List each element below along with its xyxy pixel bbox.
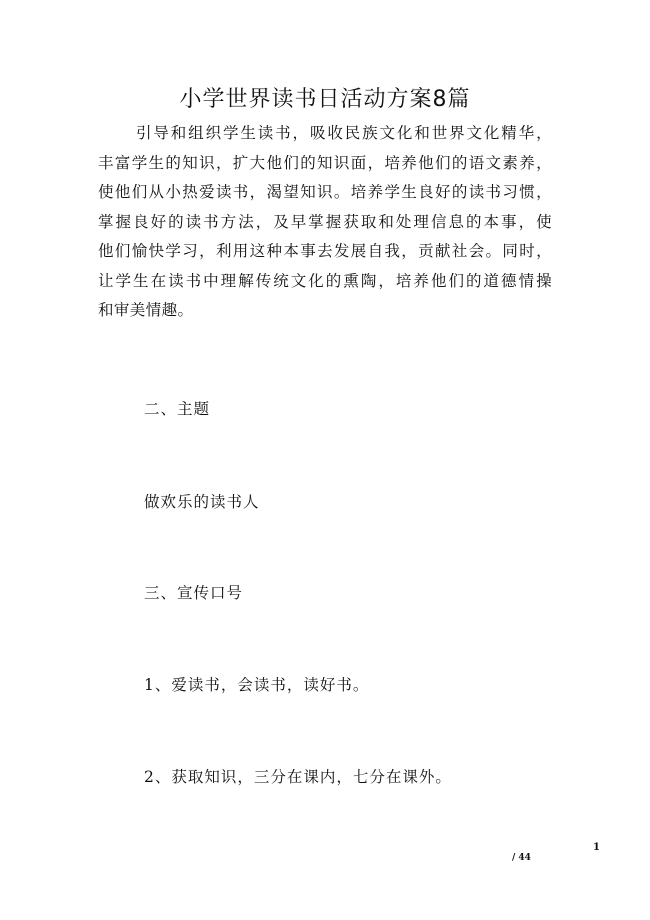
document-title: 小学世界读书日活动方案8篇 — [179, 87, 471, 112]
section-heading-slogan: 三、宣传口号 — [144, 584, 244, 602]
page-total: / 44 — [512, 853, 531, 863]
slogan-item: 1、爱读书，会读书，读好书。 — [144, 676, 370, 694]
page-number: 1 — [593, 842, 600, 853]
intro-line: 他们愉快学习，利用这种本事去发展自我，贡献社会。同时， — [98, 242, 552, 260]
intro-line: 和审美情趣。 — [98, 301, 194, 319]
intro-line: 掌握良好的读书方法，及早掌握获取和处理信息的本事，使 — [98, 212, 552, 231]
slogan-item: 2、获取知识，三分在课内，七分在课外。 — [144, 768, 452, 786]
section-heading-theme: 二、主题 — [144, 400, 211, 418]
intro-line: 让学生在读书中理解传统文化的熏陶，培养他们的道德情操 — [98, 271, 552, 290]
intro-line: 丰富学生的知识，扩大他们的知识面，培养他们的语文素养， — [98, 153, 552, 172]
intro-line: 使他们从小热爱读书，渴望知识。培养学生良好的读书习惯， — [98, 183, 552, 201]
theme-text: 做欢乐的读书人 — [144, 493, 260, 511]
intro-line: 引导和组织学生读书，吸收民族文化和世界文化精华， — [136, 124, 552, 142]
intro-paragraph — [98, 119, 552, 326]
